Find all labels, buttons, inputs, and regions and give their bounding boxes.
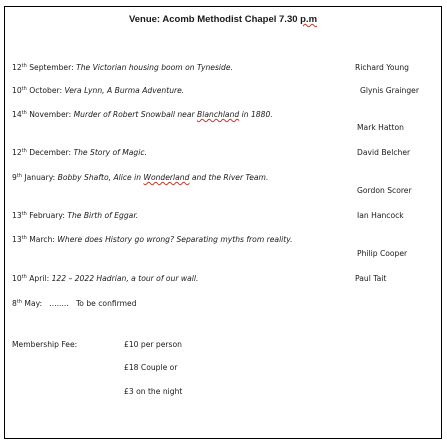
talk-day: 9: [12, 173, 17, 182]
talk-day-suffix: th: [21, 63, 27, 69]
talk-topic: Vera Lynn, A Burma Adventure.: [64, 86, 185, 95]
talk-september: [12, 63, 233, 72]
membership-label: Membership Fee:: [12, 340, 78, 349]
talk-topic: 122 – 2022 Hadrian, a tour of our wall.: [51, 274, 199, 283]
talk-speaker: Philip Cooper: [357, 249, 408, 258]
membership-fee: £10 per person: [124, 340, 182, 349]
talk-topic-part: Murder of Robert Snowball near: [73, 110, 198, 119]
talk-topic: To be confirmed: [75, 299, 137, 308]
venue-title: [5, 14, 441, 25]
talk-day: 10: [12, 86, 22, 95]
talk-december: [12, 148, 147, 157]
talk-topic: The Story of Magic.: [73, 148, 147, 157]
talk-day: 12: [12, 63, 22, 72]
talk-month: November:: [29, 110, 72, 119]
talk-day-suffix: th: [21, 148, 27, 154]
talk-speaker: Gordon Scorer: [357, 186, 412, 195]
talk-topic: Where does History go wrong? Separating myths from reality.: [57, 235, 293, 244]
talk-day: 13: [12, 211, 22, 220]
talk-day: 13: [12, 235, 22, 244]
talk-speaker: Ian Hancock: [357, 211, 404, 220]
talk-speaker: David Belcher: [357, 148, 411, 157]
talk-day: 14: [12, 110, 22, 119]
talk-november: [12, 110, 273, 119]
talk-month: May:: [24, 299, 43, 308]
talk-month: October:: [29, 86, 63, 95]
talk-day-suffix: th: [16, 173, 22, 179]
talk-day-suffix: th: [16, 299, 22, 305]
talk-month: December:: [29, 148, 72, 157]
talk-topic-part: in 1880.: [239, 110, 273, 119]
talk-speaker: Paul Tait: [355, 274, 387, 283]
talk-dots: ........: [49, 299, 69, 308]
talk-day-suffix: th: [21, 86, 27, 92]
talk-month: January:: [24, 173, 56, 182]
talk-topic-part: and the River Team.: [189, 173, 269, 182]
talk-topic-place: Blanchland: [197, 110, 240, 119]
talk-day-suffix: th: [21, 274, 27, 280]
talk-october: [12, 86, 184, 95]
talk-day-suffix: th: [21, 235, 27, 241]
talk-speaker: Richard Young: [355, 63, 409, 72]
talk-day: 12: [12, 148, 22, 157]
talk-month: February:: [29, 211, 65, 220]
talk-topic: [58, 173, 269, 182]
talk-march: [12, 235, 293, 244]
talk-topic: [74, 110, 273, 119]
talk-topic-part: Bobby Shafto, Alice in: [57, 173, 144, 182]
membership-fee: £18 Couple or: [124, 363, 178, 372]
talk-may: [12, 299, 137, 308]
talk-day-suffix: th: [21, 110, 27, 116]
talk-january: [12, 173, 268, 182]
talk-day: 8: [12, 299, 17, 308]
talk-month: September:: [29, 63, 74, 72]
talk-speaker: Mark Hatton: [357, 123, 404, 132]
membership-fee: £3 on the night: [124, 387, 183, 396]
talk-day: 10: [12, 274, 22, 283]
venue-text: Venue: Acomb Methodist Chapel 7.30: [128, 14, 298, 25]
event-programme: [4, 6, 442, 439]
venue-time-suffix: p.m: [300, 14, 318, 25]
talk-topic-place: Wonderland: [143, 173, 190, 182]
talk-day-suffix: th: [21, 211, 27, 217]
talk-speaker: Glynis Grainger: [360, 86, 419, 95]
talk-topic: The Victorian housing boom on Tyneside.: [76, 63, 233, 72]
talk-month: April:: [29, 274, 50, 283]
talk-february: [12, 211, 138, 220]
talk-topic: The Birth of Eggar.: [67, 211, 139, 220]
talk-month: March:: [29, 235, 55, 244]
talk-april: [12, 274, 198, 283]
